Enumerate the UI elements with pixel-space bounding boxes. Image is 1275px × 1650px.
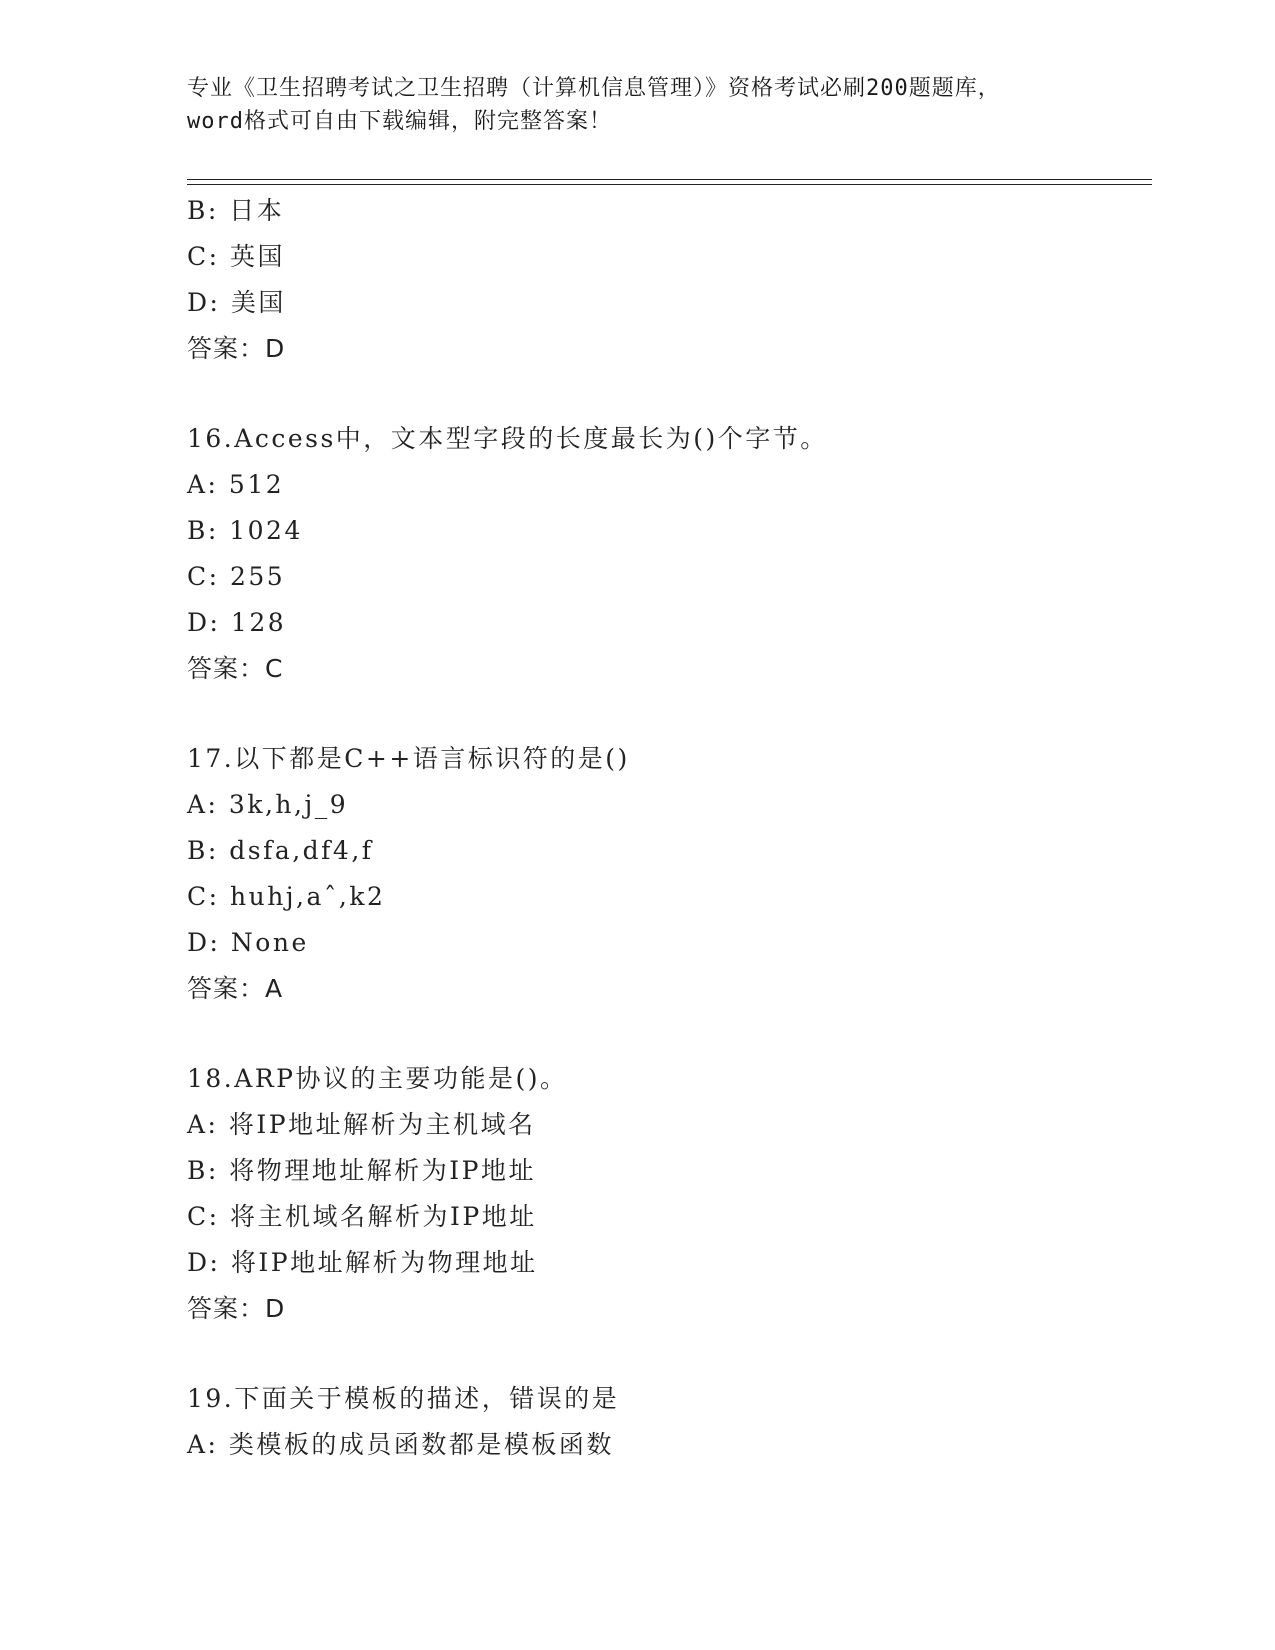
question-18-block bbox=[187, 1056, 1152, 1332]
option-a: A: 将IP地址解析为主机域名 bbox=[187, 1110, 536, 1139]
header-divider-top bbox=[187, 179, 1152, 180]
option-d: D: 128 bbox=[187, 608, 287, 637]
option-d: D: 美国 bbox=[187, 288, 286, 317]
header-divider-bottom bbox=[187, 184, 1152, 185]
option-d: D: 将IP地址解析为物理地址 bbox=[187, 1248, 538, 1277]
option-c: C: 255 bbox=[187, 562, 286, 591]
question-15-block bbox=[187, 188, 1152, 372]
header-title-line-2: word格式可自由下载编辑，附完整答案！ bbox=[187, 109, 612, 134]
question-stem: 17.以下都是C++语言标识符的是() bbox=[187, 744, 630, 773]
question-stem: 16.Access中，文本型字段的长度最长为()个字节。 bbox=[187, 424, 828, 453]
option-b: B: dsfa,df4,f bbox=[187, 836, 374, 865]
option-c: C: huhj,aˆ,k2 bbox=[187, 882, 386, 911]
option-a: A: 3k,h,j_9 bbox=[187, 790, 349, 819]
document-header bbox=[187, 72, 1087, 138]
option-b: B: 1024 bbox=[187, 516, 303, 545]
question-17-block bbox=[187, 736, 1152, 1012]
option-d: D: None bbox=[187, 928, 309, 957]
answer-line: 答案：C bbox=[187, 654, 284, 683]
option-a: A: 512 bbox=[187, 470, 285, 499]
question-stem: 18.ARP协议的主要功能是()。 bbox=[187, 1064, 568, 1093]
question-stem: 19.下面关于模板的描述，错误的是 bbox=[187, 1384, 620, 1413]
option-c: C: 将主机域名解析为IP地址 bbox=[187, 1202, 537, 1231]
option-b: B: 将物理地址解析为IP地址 bbox=[187, 1156, 536, 1185]
question-list bbox=[187, 188, 1152, 1468]
question-19-block bbox=[187, 1376, 1152, 1468]
answer-line: 答案：A bbox=[187, 974, 284, 1003]
answer-line: 答案：D bbox=[187, 1294, 286, 1323]
option-c: C: 英国 bbox=[187, 242, 285, 271]
option-b: B: 日本 bbox=[187, 196, 285, 225]
answer-line: 答案：D bbox=[187, 334, 286, 363]
header-title-line-1: 专业《卫生招聘考试之卫生招聘（计算机信息管理）》资格考试必刷200题题库， bbox=[187, 76, 1001, 101]
question-16-block bbox=[187, 416, 1152, 692]
option-a: A: 类模板的成员函数都是模板函数 bbox=[187, 1430, 614, 1459]
